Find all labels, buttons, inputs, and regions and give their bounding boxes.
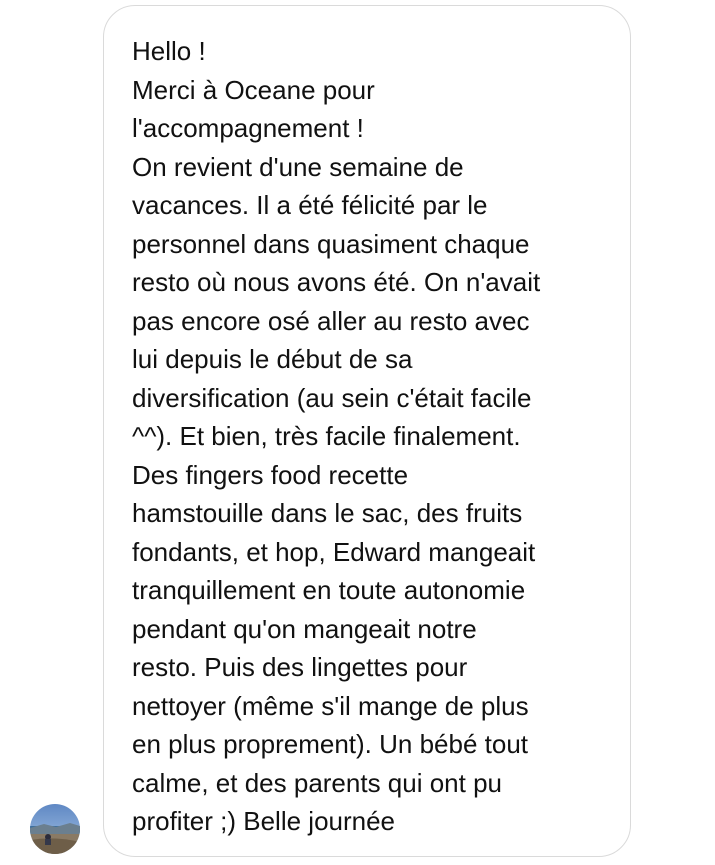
message-line-9: lui depuis le début de sa xyxy=(132,344,413,374)
message-line-18: nettoyer (même s'il mange de plus xyxy=(132,690,529,721)
sender-avatar[interactable] xyxy=(30,804,80,854)
message-line-20: calme, et des parents qui ont pu xyxy=(132,767,503,798)
message-line-2: Merci à Oceane pour xyxy=(132,74,375,105)
message-line-12: Des fingers food recette xyxy=(132,459,409,490)
message-line-19: en plus proprement). Un bébé tout xyxy=(132,729,529,759)
message-line-13: hamstouille dans le sac, des fruits xyxy=(132,498,523,528)
message-line-8: pas encore osé aller au resto avec xyxy=(132,305,530,336)
message-line-16: pendant qu'on mangeait notre xyxy=(132,613,477,644)
message-line-15: tranquillement en toute autonomie xyxy=(132,575,526,605)
message-line-3: l'accompagnement ! xyxy=(132,113,364,143)
message-line-5: vacances. Il a été félicité par le xyxy=(132,190,488,220)
avatar-photo-icon xyxy=(30,804,80,854)
message-line-4: On revient d'une semaine de xyxy=(132,151,464,182)
message-line-10: diversification (au sein c'était facile xyxy=(132,382,532,413)
message-line-14: fondants, et hop, Edward mangeait xyxy=(132,536,536,567)
message-line-21: profiter ;) Belle journée xyxy=(132,806,396,836)
message-line-1: Hello ! xyxy=(132,36,206,66)
message-line-7: resto où nous avons été. On n'avait xyxy=(132,267,541,297)
message-line-6: personnel dans quasiment chaque xyxy=(132,228,530,259)
message-line-11: ^^). Et bien, très facile finalement. xyxy=(132,421,521,451)
message-line-17: resto. Puis des lingettes pour xyxy=(132,652,468,682)
message-bubble[interactable] xyxy=(103,5,631,857)
